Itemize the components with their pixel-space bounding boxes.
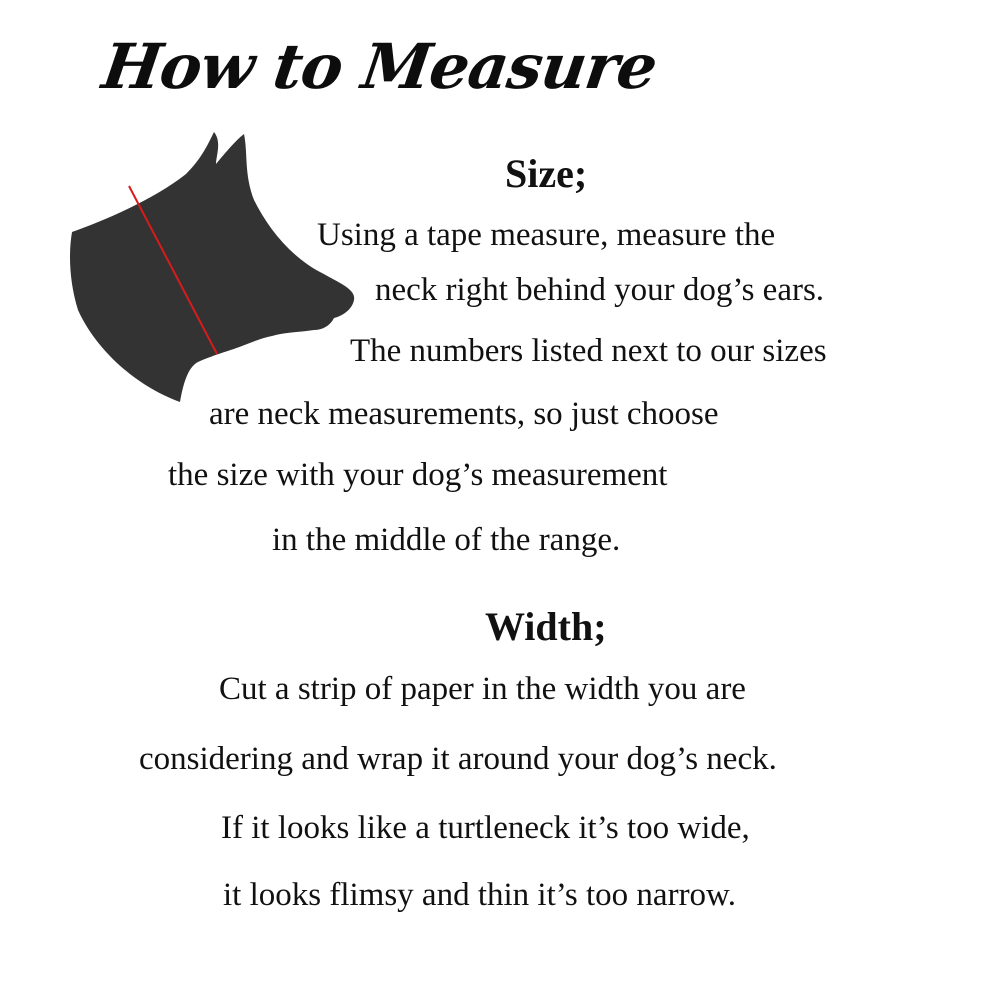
page-title: How to Measure — [98, 30, 662, 103]
size-line-1: Using a tape measure, measure the — [317, 217, 776, 253]
dog-head-silhouette-icon — [66, 124, 366, 414]
width-line-1: Cut a strip of paper in the width you are — [219, 671, 746, 707]
width-line-3: If it looks like a turtleneck it’s too wide, — [221, 810, 750, 846]
width-heading: Width; — [485, 604, 607, 649]
size-line-4: are neck measurements, so just choose — [209, 396, 719, 432]
width-line-2: considering and wrap it around your dog’s neck. — [139, 741, 777, 777]
size-line-3: The numbers listed next to our sizes — [350, 333, 827, 369]
size-line-5: the size with your dog’s measurement — [168, 457, 668, 493]
size-line-2: neck right behind your dog’s ears. — [375, 272, 825, 308]
size-line-6: in the middle of the range. — [272, 522, 621, 558]
width-line-4: it looks flimsy and thin it’s too narrow. — [223, 877, 736, 913]
size-heading: Size; — [505, 151, 588, 196]
dog-silhouette — [70, 132, 354, 402]
